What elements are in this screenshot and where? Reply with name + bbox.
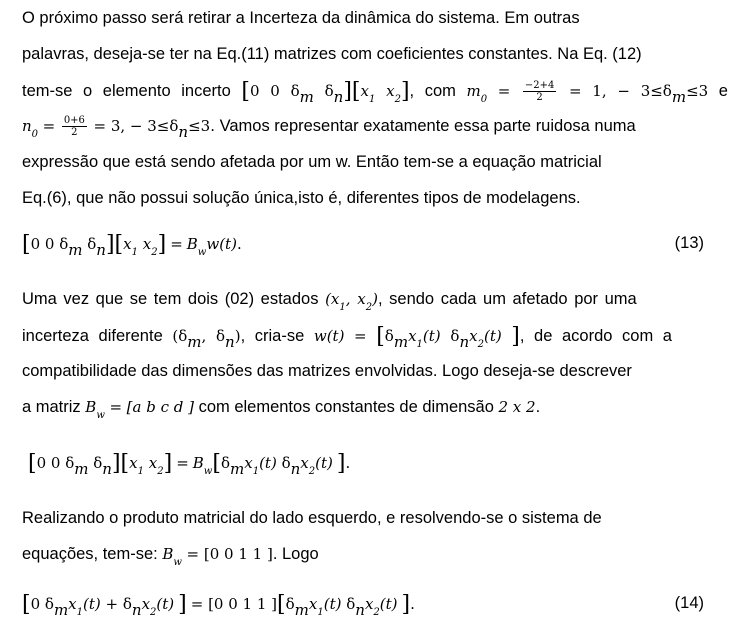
p1-line-3-com: , com — [409, 82, 456, 100]
p1-line-3-text: tem-se o elemento incerto — [22, 82, 231, 100]
p2-line-4-text: a matriz — [22, 398, 81, 416]
p2-line-2-text: incerteza diferente — [22, 327, 163, 345]
paragraph-2 — [22, 281, 704, 425]
p2-line-2: incerteza diferente ($\delta_m$, $\delta_n$), cria-se $w(t) = [\delta_mx_1(t)$ $\delta_nx_2(t)$ ], de acordo com a — [22, 324, 672, 351]
p1-line-2: palavras, deseja-se ter na Eq.(11) matrizes com coeficientes constantes. Na Eq. (12) — [22, 45, 642, 63]
p2-line-4-rest: com elementos constantes de dimensão — [198, 398, 494, 416]
equation-14: [0 $\delta_mx_1(t) + \delta_nx_2(t)$ ] = [0 0 1 1 ][$\delta_mx_1(t)$ $\delta_nx_2(t)$ ]. (14) — [22, 585, 704, 621]
paragraph-3 — [22, 500, 704, 572]
p2-line-1: Uma vez que se tem dois (02) estados ($x_1$, $x_2$), sendo cada um afetado por uma — [22, 290, 637, 313]
p2-line-2-cria: , cria-se — [240, 327, 305, 345]
paragraph-1 — [22, 0, 728, 216]
p3-line-2-text: equações, tem-se: — [22, 545, 158, 563]
equation-unnumbered: [0 0 $\delta_m$ $\delta_n][x_1$ $x_2] = B_w[\delta_mx_1(t)$ $\delta_nx_2(t)$ ]. — [28, 451, 351, 478]
p1-line-6: Eq.(6), que não possui solução única,isto é, diferentes tipos de modelagens. — [22, 189, 581, 207]
p1-line-1: O próximo passo será retirar a Incerteza da dinâmica do sistema. Em outras — [22, 9, 580, 27]
p1-line-4: $n_0$ = $\frac{0+6}{2}$ = 3, − $3\le\delta_n\le 3$. Vamos representar exatamente essa parte ruidosa numa — [22, 115, 636, 141]
equation-13-number: (13) — [674, 234, 704, 252]
p3-line-1: Realizando o produto matricial do lado esquerdo, e resolvendo-se o sistema de — [22, 509, 602, 527]
equation-14-number: (14) — [674, 594, 704, 612]
n0-fraction: $\frac{0+6}{2}$ — [63, 115, 85, 139]
equation-13: [0 0 $\delta_m$ $\delta_n][x_1$ $x_2] = B_ww(t)$. (13) — [22, 225, 704, 261]
p1-line-4-text: Vamos representar exatamente essa parte ruidosa numa — [219, 117, 636, 135]
p1-line-3: tem-se o elemento incerto [0 0 $\delta_m$ $\delta_n][x_1$ $x_2$], com $m_0$ = $\frac{-2+4}{2}$ = 1, − $3\le\delta_m\le 3$ e — [22, 79, 728, 106]
p2-line-4: a matriz $B_w = [a$ b c d ] com elementos constantes de dimensão 2 x 2. — [22, 398, 541, 421]
p3-line-2: equações, tem-se: $B_w = [0$ 0 1 1 ]. Logo — [22, 545, 319, 568]
p1-line-5: expressão que está sendo afetada por um w. Então tem-se a equação matricial — [22, 153, 602, 171]
p2-line-3: compatibilidade das dimensões das matrizes envolvidas. Logo deseja-se descrever — [22, 362, 632, 380]
p1-line-3-e: e — [718, 82, 728, 100]
m0-fraction: $\frac{-2+4}{2}$ — [524, 80, 555, 104]
p2-line-2-rest: , de acordo com a — [519, 327, 672, 345]
p2-line-1-rest: , sendo cada um afetado por uma — [377, 290, 637, 308]
p3-line-2-rest: . Logo — [272, 545, 319, 563]
p2-line-1-text: Uma vez que se tem dois (02) estados — [22, 290, 319, 308]
